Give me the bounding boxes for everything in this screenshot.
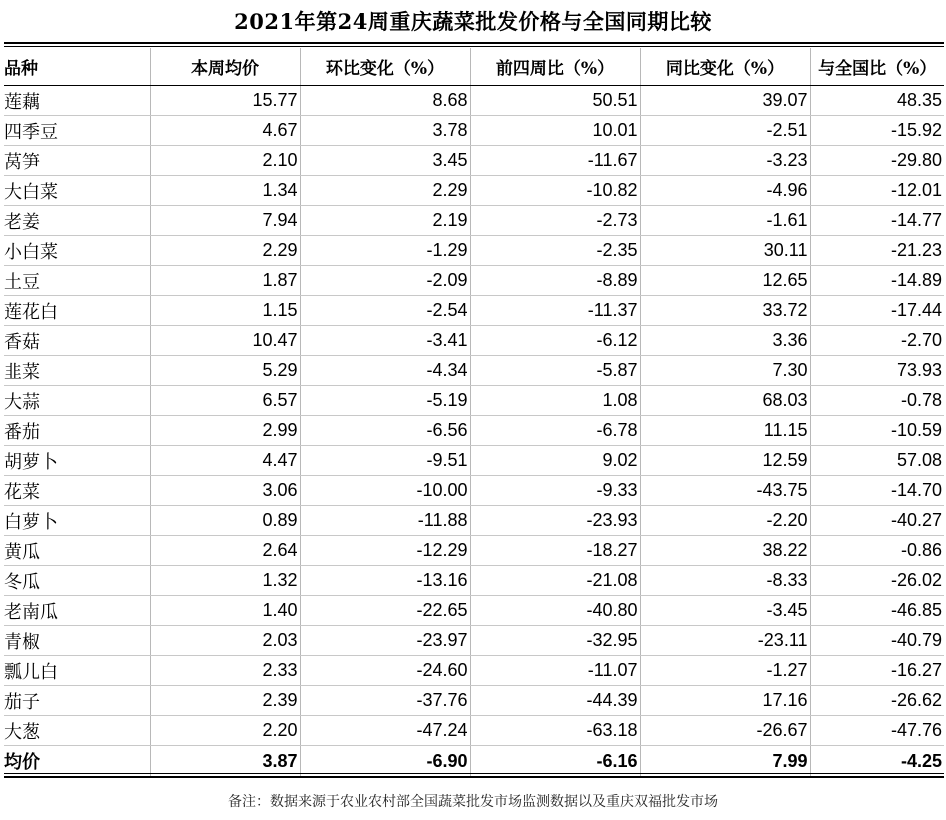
table-row [4,356,944,386]
average-row [4,746,944,777]
cell-yoy: -1.27 [640,656,810,686]
table-row [4,236,944,266]
cell-wow: -9.51 [300,446,470,476]
table-row [4,86,944,116]
cell-vs-national: -0.86 [810,536,944,566]
table-row [4,386,944,416]
cell-price: 1.34 [150,176,300,206]
cell-four-week: 50.51 [470,86,640,116]
cell-yoy: -43.75 [640,476,810,506]
cell-price: 2.99 [150,416,300,446]
cell-variety: 白萝卜 [4,506,150,536]
document-title: 2021年第24周重庆蔬菜批发价格与全国同期比较 [234,9,712,34]
cell-yoy: 12.59 [640,446,810,476]
table-body [4,86,944,777]
cell-four-week: -63.18 [470,716,640,746]
price-table [4,48,944,776]
cell-price: 2.64 [150,536,300,566]
cell-wow: 2.29 [300,176,470,206]
cell-vs-national: -15.92 [810,116,944,146]
cell-variety: 老姜 [4,206,150,236]
table-row [4,596,944,626]
cell-price: 2.03 [150,626,300,656]
table-row [4,566,944,596]
cell-yoy: 38.22 [640,536,810,566]
cell-price: 6.57 [150,386,300,416]
cell-price: 3.06 [150,476,300,506]
header-wow: 环比变化（%） [300,48,470,86]
table-row [4,476,944,506]
cell-vs-national: -21.23 [810,236,944,266]
cell-wow: -2.09 [300,266,470,296]
cell-four-week: -11.67 [470,146,640,176]
cell-wow: -3.41 [300,326,470,356]
cell-four-week: -9.33 [470,476,640,506]
cell-four-week: -44.39 [470,686,640,716]
cell-wow: -6.90 [300,746,470,777]
cell-wow: -13.16 [300,566,470,596]
cell-yoy: -4.96 [640,176,810,206]
cell-variety: 莲花白 [4,296,150,326]
table-row [4,326,944,356]
table-row [4,296,944,326]
cell-vs-national: -26.02 [810,566,944,596]
header-four-week: 前四周比（%） [470,48,640,86]
cell-yoy: -8.33 [640,566,810,596]
table-row [4,446,944,476]
table-row [4,536,944,566]
cell-price: 3.87 [150,746,300,777]
table-row [4,116,944,146]
table-row [4,506,944,536]
cell-yoy: -2.51 [640,116,810,146]
cell-yoy: -23.11 [640,626,810,656]
cell-vs-national: -4.25 [810,746,944,777]
cell-four-week: -2.73 [470,206,640,236]
cell-variety: 老南瓜 [4,596,150,626]
cell-variety: 青椒 [4,626,150,656]
cell-vs-national: -40.79 [810,626,944,656]
cell-wow: -4.34 [300,356,470,386]
cell-price: 1.87 [150,266,300,296]
cell-vs-national: -29.80 [810,146,944,176]
cell-price: 1.32 [150,566,300,596]
cell-price: 15.77 [150,86,300,116]
cell-yoy: -3.23 [640,146,810,176]
cell-variety: 土豆 [4,266,150,296]
cell-four-week: -5.87 [470,356,640,386]
cell-wow: -24.60 [300,656,470,686]
header-vs-national: 与全国比（%） [810,48,944,86]
cell-vs-national: 48.35 [810,86,944,116]
cell-price: 0.89 [150,506,300,536]
cell-variety: 小白菜 [4,236,150,266]
header-variety: 品种 [4,48,150,86]
cell-price: 1.40 [150,596,300,626]
cell-yoy: 68.03 [640,386,810,416]
cell-price: 5.29 [150,356,300,386]
cell-variety: 莴笋 [4,146,150,176]
cell-vs-national: -10.59 [810,416,944,446]
cell-wow: 8.68 [300,86,470,116]
cell-price: 2.10 [150,146,300,176]
cell-vs-national: -46.85 [810,596,944,626]
cell-wow: -12.29 [300,536,470,566]
table-header-row [4,48,944,86]
table-row [4,716,944,746]
cell-four-week: -32.95 [470,626,640,656]
cell-four-week: 1.08 [470,386,640,416]
table-row [4,206,944,236]
cell-wow: -6.56 [300,416,470,446]
cell-wow: -11.88 [300,506,470,536]
cell-wow: -1.29 [300,236,470,266]
cell-variety: 茄子 [4,686,150,716]
cell-yoy: 39.07 [640,86,810,116]
top-rule-thin [4,46,944,47]
cell-variety: 四季豆 [4,116,150,146]
cell-four-week: 10.01 [470,116,640,146]
bottom-rule [4,776,944,778]
cell-four-week: -11.07 [470,656,640,686]
table-row [4,416,944,446]
cell-yoy: -1.61 [640,206,810,236]
cell-four-week: -18.27 [470,536,640,566]
table-row [4,266,944,296]
cell-four-week: -6.78 [470,416,640,446]
cell-yoy: 7.30 [640,356,810,386]
cell-price: 4.47 [150,446,300,476]
cell-vs-national: -14.77 [810,206,944,236]
cell-wow: -10.00 [300,476,470,506]
header-price: 本周均价 [150,48,300,86]
cell-four-week: -6.12 [470,326,640,356]
cell-variety: 黄瓜 [4,536,150,566]
cell-four-week: -40.80 [470,596,640,626]
cell-vs-national: -12.01 [810,176,944,206]
cell-variety: 大葱 [4,716,150,746]
table-row [4,656,944,686]
cell-variety: 花菜 [4,476,150,506]
cell-four-week: -6.16 [470,746,640,777]
source-note: 备注：数据来源于农业农村部全国蔬菜批发市场监测数据以及重庆双福批发市场 [228,794,718,810]
cell-variety: 大蒜 [4,386,150,416]
cell-vs-national: -47.76 [810,716,944,746]
cell-variety: 莲藕 [4,86,150,116]
top-rule [4,42,944,44]
cell-four-week: -2.35 [470,236,640,266]
cell-yoy: -26.67 [640,716,810,746]
table-row [4,686,944,716]
cell-price: 2.29 [150,236,300,266]
cell-yoy: 12.65 [640,266,810,296]
cell-price: 2.33 [150,656,300,686]
cell-yoy: -3.45 [640,596,810,626]
cell-variety: 韭菜 [4,356,150,386]
cell-four-week: -23.93 [470,506,640,536]
cell-yoy: 3.36 [640,326,810,356]
cell-wow: -5.19 [300,386,470,416]
cell-yoy: 11.15 [640,416,810,446]
cell-yoy: 30.11 [640,236,810,266]
cell-variety: 番茄 [4,416,150,446]
table-row [4,176,944,206]
cell-vs-national: -16.27 [810,656,944,686]
header-yoy: 同比变化（%） [640,48,810,86]
cell-variety: 均价 [4,752,40,773]
cell-wow: -22.65 [300,596,470,626]
cell-yoy: -2.20 [640,506,810,536]
cell-variety: 香菇 [4,326,150,356]
cell-four-week: -8.89 [470,266,640,296]
cell-four-week: -21.08 [470,566,640,596]
cell-price: 2.20 [150,716,300,746]
bottom-rule-thin [4,773,944,774]
cell-vs-national: -2.70 [810,326,944,356]
cell-price: 2.39 [150,686,300,716]
table-row [4,146,944,176]
cell-vs-national: -14.70 [810,476,944,506]
cell-vs-national: -26.62 [810,686,944,716]
cell-wow: -23.97 [300,626,470,656]
cell-price: 1.15 [150,296,300,326]
cell-vs-national: 57.08 [810,446,944,476]
table-row [4,626,944,656]
cell-yoy: 17.16 [640,686,810,716]
cell-wow: -2.54 [300,296,470,326]
cell-four-week: -11.37 [470,296,640,326]
cell-variety: 胡萝卜 [4,446,150,476]
cell-vs-national: -0.78 [810,386,944,416]
cell-wow: -37.76 [300,686,470,716]
cell-variety: 冬瓜 [4,566,150,596]
cell-vs-national: -40.27 [810,506,944,536]
cell-yoy: 7.99 [640,746,810,777]
cell-price: 10.47 [150,326,300,356]
cell-price: 4.67 [150,116,300,146]
cell-vs-national: -14.89 [810,266,944,296]
cell-wow: 2.19 [300,206,470,236]
cell-wow: -47.24 [300,716,470,746]
cell-four-week: 9.02 [470,446,640,476]
cell-wow: 3.45 [300,146,470,176]
cell-variety: 瓢儿白 [4,656,150,686]
cell-four-week: -10.82 [470,176,640,206]
cell-variety: 大白菜 [4,176,150,206]
cell-wow: 3.78 [300,116,470,146]
cell-vs-national: -17.44 [810,296,944,326]
cell-yoy: 33.72 [640,296,810,326]
cell-vs-national: 73.93 [810,356,944,386]
cell-price: 7.94 [150,206,300,236]
